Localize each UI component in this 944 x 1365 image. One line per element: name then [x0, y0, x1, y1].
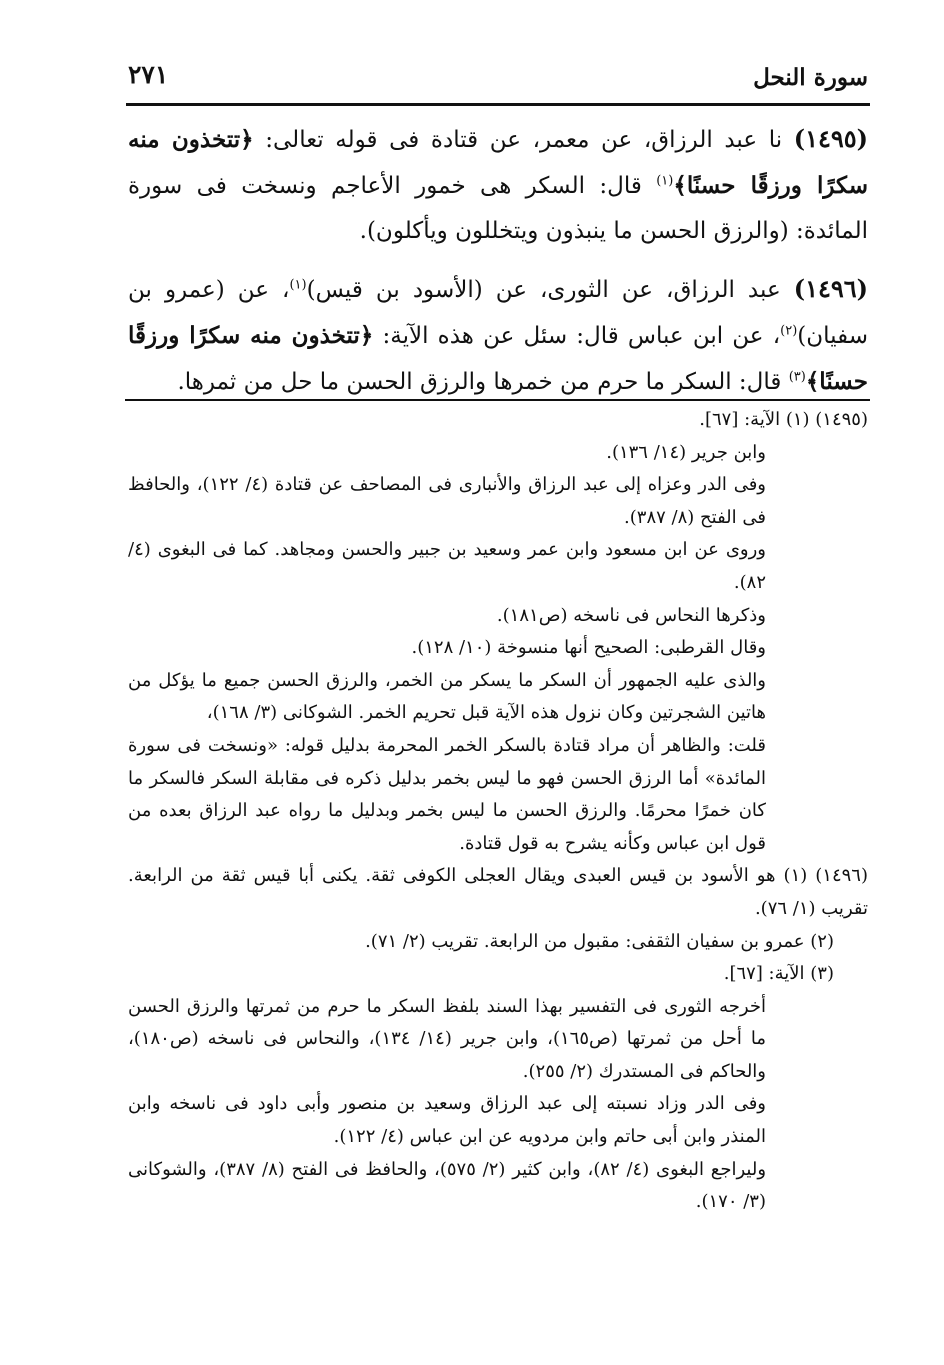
entry-number: (١٤٩٦): [793, 274, 869, 303]
footnote-line: والذى عليه الجمهور أن السكر ما يسكر من الخمر، والرزق الحسن جميع ما يؤكل من هاتين الشجرتين وكان نزول هذه الآية قبل تحريم الخمر. الشوكانى (٣/ ١٦٨)،: [128, 669, 766, 724]
footnote-ref: (١): [656, 173, 674, 189]
footnote-line: وليراجع البغوى (٤/ ٨٢)، وابن كثير (٢/ ٥٧٥)، والحافظ فى الفتح (٨/ ٣٨٧)، والشوكانى (٣/ ١٧٠).: [128, 1158, 767, 1213]
footnote-group-1495: [128, 404, 868, 860]
footnote-line: أخرجه الثورى فى التفسير بهذا السند بلفظ السكر ما حرم من ثمرتها والرزق الحسن ما أحل من ثمرتها (ص١٦٥)، وابن جرير (١٤/ ١٣٤)، والنحاس فى ناسخه (ص١٨٠)، والحاكم فى المستدرك (٢/ ٢٥٥).: [128, 995, 766, 1082]
quran-verse: ﴿تتخذون منه سكرًا ورزقًا حسنًا﴾: [128, 322, 868, 395]
entry-text: قال: السكر ما حرم من خمرها والرزق الحسن ما حل من ثمرها.: [177, 369, 782, 395]
entry-1496: [128, 266, 868, 405]
footnote-head: (١٤٩٥) (١) الآية: [٦٧].: [699, 409, 868, 430]
entry-text: عبد الرزاق، عن الثورى، عن (الأسود بن قيس): [306, 277, 781, 303]
footnote-ref: (١): [289, 277, 307, 293]
footnotes: [128, 404, 868, 1219]
entry-text: قال: السكر هى خمور الأعاجم ونسخت فى سورة المائدة: (والرزق الحسن ما ينبذون ويتخللون ويأكلون).: [128, 173, 868, 244]
footnote-line: وفى الدر وزاد نسبته إلى عبد الرزاق وسعيد بن منصور وأبى داود فى ناسخه وابن المنذر وابن أبى حاتم وابن مردويه عن ابن عباس (٤/ ١٢٢).: [128, 1093, 766, 1148]
footnote-group-1496: [128, 860, 868, 1219]
footnote-divider: [125, 399, 870, 401]
footnote-sub: (٢) عمرو بن سفيان الثقفى: مقبول من الرابعة. تقريب (٢/ ٧١).: [365, 930, 834, 952]
footnote-line: وروى عن ابن مسعود وابن عمر وسعيد بن جبير والحسن ومجاهد. كما فى البغوى (٤/ ٨٢).: [128, 539, 766, 593]
footnote-sub: (٣) الآية: [٦٧].: [723, 963, 834, 985]
footnote-line: قلت: والظاهر أن مراد قتادة بالسكر الخمر المحرمة بدليل قوله: «ونسخت فى سورة المائدة» أما الرزق الحسن فهو ما ليس بخمر بدليل ذكره فى مقابلة السكر فالسكر ما كان خمرًا محرمًا. والرزق الحسن ما ليس بخمر وبدليل ما رواه عبد الرزاق بعده من قول ابن عباس وكأنه يشرح به قول قتادة.: [128, 734, 766, 854]
page-header: [128, 58, 868, 98]
footnote-line: وذكرها النحاس فى ناسخه (ص١٨١).: [496, 604, 766, 626]
footnote-ref: (٣): [788, 369, 806, 385]
entry-text: نا عبد الرزاق، عن معمر، عن قتادة فى قوله تعالى:: [265, 127, 783, 153]
entry-text: ، عن (عمرو بن سفيان): [128, 277, 868, 349]
header-divider: [126, 103, 870, 106]
main-text: [128, 116, 868, 417]
surah-title: سورة النحل: [753, 64, 868, 91]
quran-verse: ﴿تتخذون منه سكرًا ورزقًا حسنًا﴾: [128, 126, 869, 199]
footnote-head: (١٤٩٦) (١) هو الأسود بن قيس العبدى ويقال العجلى الكوفى ثقة. يكنى أبا قيس ثقة من الرابعة. تقريب (١/ ٧٦).: [128, 865, 868, 919]
page-number: ٢٧١: [128, 60, 169, 89]
footnote-line: وفى الدر وعزاه إلى عبد الرزاق والأنبارى فى المصاحف عن قتادة (٤/ ١٢٢)، والحافظ فى الفتح (٨/ ٣٨٧).: [128, 474, 767, 528]
footnote-line: وابن جرير (١٤/ ١٣٦).: [606, 441, 766, 463]
footnote-line: وقال القرطبى: الصحيح أنها منسوخة (١٠/ ١٢٨).: [411, 637, 766, 659]
entry-number: (١٤٩٥): [793, 124, 869, 153]
entry-text: ، عن ابن عباس قال: سئل عن هذه الآية:: [382, 323, 781, 349]
footnote-ref: (٢): [780, 323, 798, 339]
entry-1495: [128, 116, 868, 254]
